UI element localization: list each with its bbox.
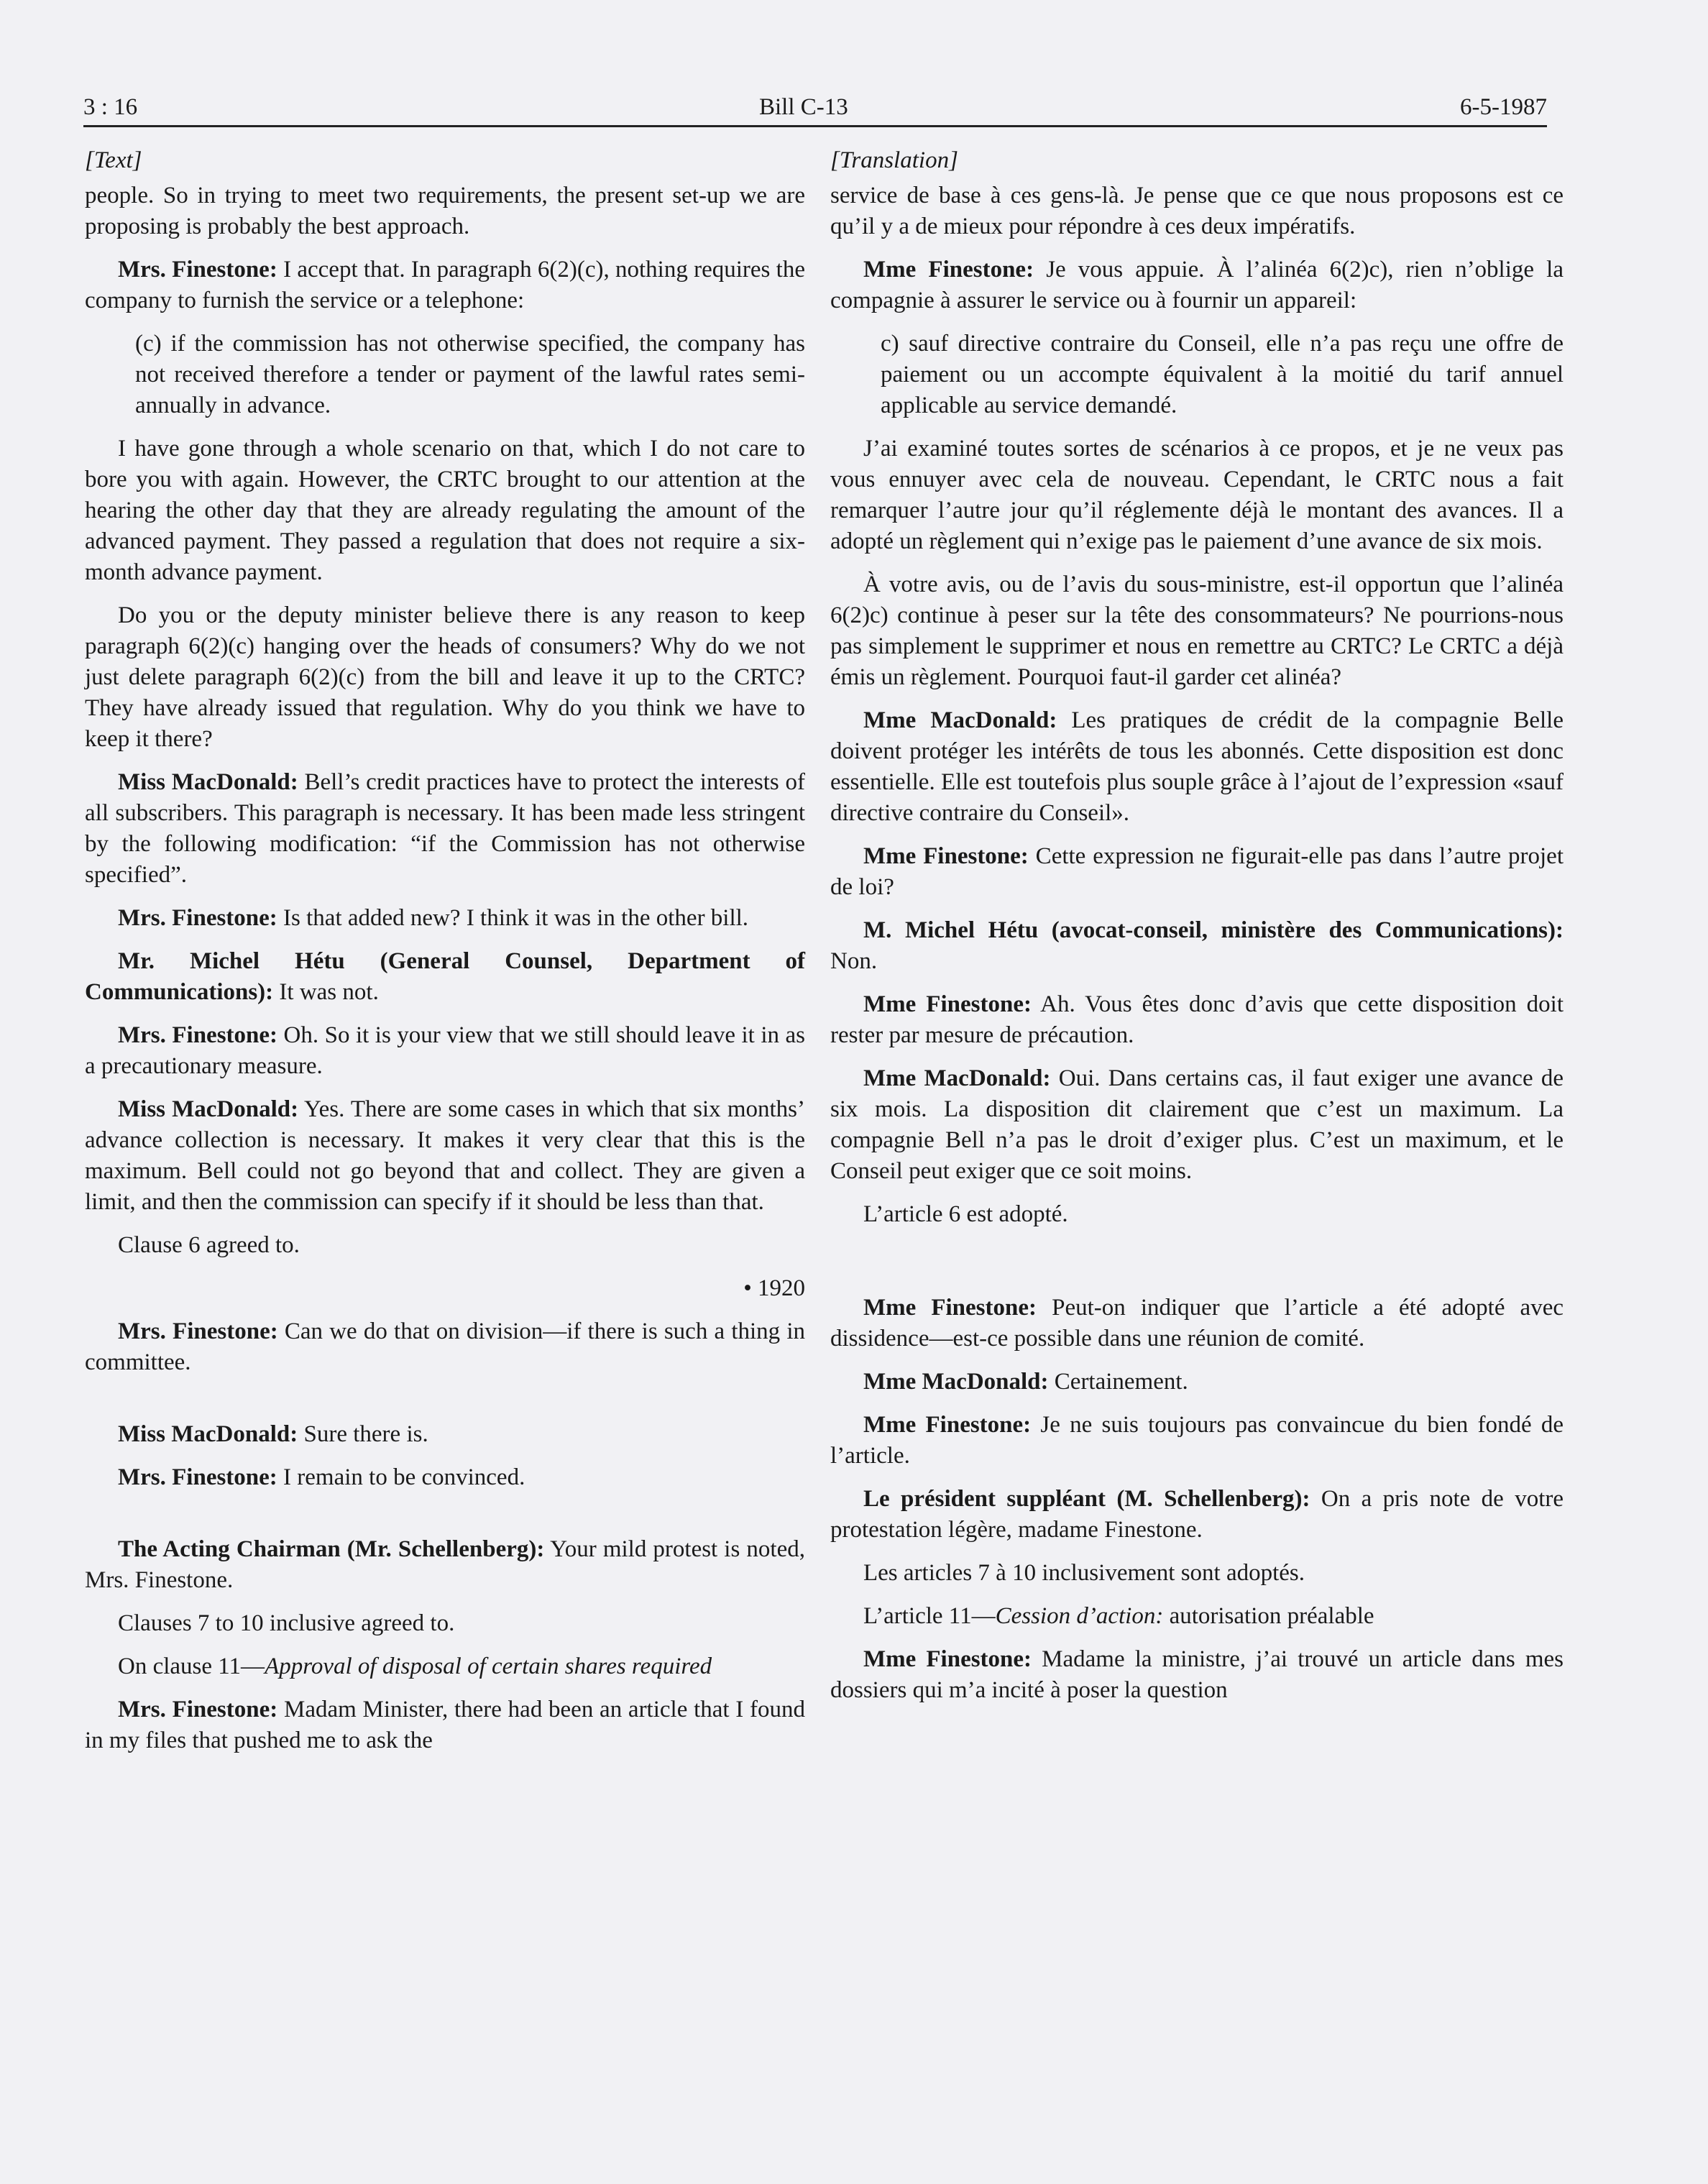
speech-text: Non.	[830, 948, 878, 974]
speech	[85, 903, 805, 934]
page-reference: 3 : 16	[83, 94, 138, 120]
speech-text: I accept that. In paragraph 6(2)(c), nothing requires the company to furnish the service or a telephone:	[85, 257, 805, 313]
speech	[830, 1293, 1564, 1354]
speech	[85, 254, 805, 316]
language-tag: [Translation]	[830, 147, 958, 173]
quoted-provision: (c) if the commission has not otherwise specified, the company has not received therefore a tender or payment of the lawful rates semi-annually in advance.	[135, 331, 805, 418]
speech-text: Oui. Dans certains cas, il faut exiger une avance de six mois. La disposition dit clairement que c’est un maximum. La compagnie Bell n’a pas le droit d’exiger plus. C’est un maximum, et le Conseil peut exiger que ce soit moins.	[830, 1065, 1564, 1184]
speaker-name: Mme Finestone:	[863, 1646, 1032, 1672]
speech-text: Sure there is.	[298, 1421, 428, 1447]
speech	[830, 705, 1564, 829]
paragraph: J’ai examiné toutes sortes de scénarios à ce propos, et je ne veux pas vous ennuyer avec cela de nouveau. Cependant, le CRTC nous a fait remarquer l’autre jour qu’il réglemente déjà le montant des avances. Il a adopté un règlement qui n’exige pas le paiement d’une avance de six mois.	[830, 436, 1564, 554]
speaker-name: Mr. Michel Hétu (General Counsel, Department of Communications):	[85, 948, 805, 1005]
speaker-name: Le président suppléant (M. Schellenberg):	[863, 1486, 1310, 1512]
speech	[830, 1063, 1564, 1187]
time-marker: • 1920	[743, 1275, 805, 1301]
speech	[85, 1534, 805, 1596]
speaker-name: Miss MacDonald:	[118, 1096, 299, 1122]
speech	[85, 946, 805, 1008]
clause-prefix: L’article 11—	[863, 1603, 996, 1629]
speaker-name: Mme Finestone:	[863, 843, 1029, 869]
speech-text: Les pratiques de crédit de la compagnie Belle doivent protéger les intérêts de tous les abonnés. Cette disposition est donc essentielle. Elle est toutefois plus souple grâce à l’ajout de l’expression «sauf directive contraire du Conseil».	[830, 707, 1564, 826]
speech	[830, 254, 1564, 316]
speech-text: Madam Minister, there had been an article that I found in my files that pushed me to ask the	[85, 1697, 805, 1753]
speech	[830, 989, 1564, 1051]
speech-text: Je vous appuie. À l’alinéa 6(2)c), rien n’oblige la compagnie à assurer le service ou à fournir un appareil:	[830, 257, 1564, 313]
speaker-name: Mrs. Finestone:	[118, 1318, 278, 1344]
speaker-name: Mme MacDonald:	[863, 707, 1057, 733]
speech	[85, 767, 805, 891]
clause-title: Cession d’action:	[995, 1603, 1164, 1629]
speech-text: Oh. So it is your view that we still should leave it in as a precautionary measure.	[85, 1022, 805, 1079]
speech-text: Peut-on indiquer que l’article a été adopté avec dissidence—est-ce possible dans une réunion de comité.	[830, 1295, 1564, 1352]
paragraph: À votre avis, ou de l’avis du sous-ministre, est-il opportun que l’alinéa 6(2)c) continue à peser sur la tête des consommateurs? Ne pourrions-nous pas simplement le supprimer et nous en remettre au CRTC? Le CRTC a déjà émis un règlement. Pourquoi faut-il garder cet alinéa?	[830, 572, 1564, 690]
speech	[85, 1694, 805, 1756]
speech	[85, 1316, 805, 1378]
speech-text: Bell’s credit practices have to protect the interests of all subscribers. This paragraph is necessary. It has been made less stringent by the following modification: “if the Commission has not otherwise specified”.	[85, 769, 805, 888]
header-date: 6-5-1987	[1460, 94, 1547, 120]
speech	[830, 1367, 1564, 1398]
speech	[85, 1094, 805, 1218]
speaker-name: Mrs. Finestone:	[118, 1697, 278, 1722]
speech-text: Madame la ministre, j’ai trouvé un article dans mes dossiers qui m’a incité à poser la question	[830, 1646, 1564, 1703]
proceeding-note: Clauses 7 to 10 inclusive agreed to.	[118, 1610, 455, 1636]
speaker-name: Miss MacDonald:	[118, 1421, 298, 1447]
speech-text: Certainement.	[1048, 1369, 1188, 1395]
paragraph: people. So in trying to meet two requirements, the present set-up we are proposing is probably the best approach.	[85, 183, 805, 239]
quoted-provision: c) sauf directive contraire du Conseil, elle n’a pas reçu une offre de paiement ou un accompte équivalent à la moitié du tarif annuel applicable au service demandé.	[881, 331, 1564, 418]
clause-rest: autorisation préalable	[1163, 1603, 1374, 1629]
speaker-name: Mme Finestone:	[863, 991, 1032, 1017]
speech	[85, 1462, 805, 1493]
proceeding-note: Clause 6 agreed to.	[118, 1232, 300, 1258]
speech-text: Je ne suis toujours pas convaincue du bien fondé de l’article.	[830, 1412, 1564, 1469]
speaker-name: Mrs. Finestone:	[118, 905, 277, 931]
speaker-name: The Acting Chairman (Mr. Schellenberg):	[118, 1536, 545, 1562]
speech-text: Yes. There are some cases in which that six months’ advance collection is necessary. It makes it very clear that this is the maximum. Bell could not go beyond that and collect. They are given a limit, and then the commission can specify if it should be less than that.	[85, 1096, 805, 1215]
speaker-name: Mme MacDonald:	[863, 1369, 1049, 1395]
english-column	[85, 145, 805, 1768]
speech	[830, 915, 1564, 977]
speech-text: Cette expression ne figurait-elle pas dans l’autre projet de loi?	[830, 843, 1564, 900]
language-tag: [Text]	[85, 147, 142, 173]
speaker-name: Mme MacDonald:	[863, 1065, 1051, 1091]
speech-text: On a pris note de votre protestation légère, madame Finestone.	[830, 1486, 1564, 1543]
speaker-name: Mrs. Finestone:	[118, 257, 277, 283]
paragraph: service de base à ces gens-là. Je pense que ce que nous proposons est ce qu’il y a de mieux pour répondre à ces deux impératifs.	[830, 183, 1564, 239]
proceeding-note: L’article 6 est adopté.	[863, 1201, 1068, 1227]
speech	[830, 841, 1564, 903]
speaker-name: Miss MacDonald:	[118, 769, 298, 795]
speech-text: Ah. Vous êtes donc d’avis que cette disposition doit rester par mesure de précaution.	[830, 991, 1564, 1048]
paragraph: Do you or the deputy minister believe there is any reason to keep paragraph 6(2)(c) hanging over the heads of consumers? Why do we not just delete paragraph 6(2)(c) from the bill and leave it up to the CRTC? They have already issued that regulation. Why do you think we have to keep it there?	[85, 602, 805, 752]
clause-heading	[830, 1601, 1564, 1632]
bill-title: Bill C-13	[759, 94, 848, 120]
french-column	[830, 145, 1564, 1718]
paragraph: I have gone through a whole scenario on that, which I do not care to bore you with again. However, the CRTC brought to our attention at the hearing the other day that they are already regulating the amount of the advanced payment. They passed a regulation that does not require a six-month advance payment.	[85, 436, 805, 585]
speaker-name: M. Michel Hétu (avocat-conseil, ministère des Communications):	[863, 917, 1564, 943]
clause-title: Approval of disposal of certain shares required	[265, 1653, 712, 1679]
speaker-name: Mrs. Finestone:	[118, 1022, 278, 1048]
speech-text: Can we do that on division—if there is such a thing in committee.	[85, 1318, 805, 1375]
speech	[85, 1020, 805, 1082]
speaker-name: Mrs. Finestone:	[118, 1464, 277, 1490]
speech-text: Is that added new? I think it was in the other bill.	[277, 905, 749, 931]
speaker-name: Mme Finestone:	[863, 1295, 1037, 1321]
speaker-name: Mme Finestone:	[863, 257, 1034, 283]
page-header	[83, 85, 1547, 127]
speech	[830, 1644, 1564, 1706]
speech	[85, 1419, 805, 1450]
clause-prefix: On clause 11—	[118, 1653, 265, 1679]
speech-text: Your mild protest is noted, Mrs. Finestone.	[85, 1536, 805, 1593]
speaker-name: Mme Finestone:	[863, 1412, 1032, 1438]
speech-text: I remain to be convinced.	[277, 1464, 525, 1490]
speech-text: It was not.	[273, 979, 379, 1005]
proceeding-note: Les articles 7 à 10 inclusivement sont adoptés.	[863, 1560, 1305, 1586]
clause-heading	[85, 1651, 805, 1682]
speech	[830, 1484, 1564, 1546]
speech	[830, 1410, 1564, 1472]
